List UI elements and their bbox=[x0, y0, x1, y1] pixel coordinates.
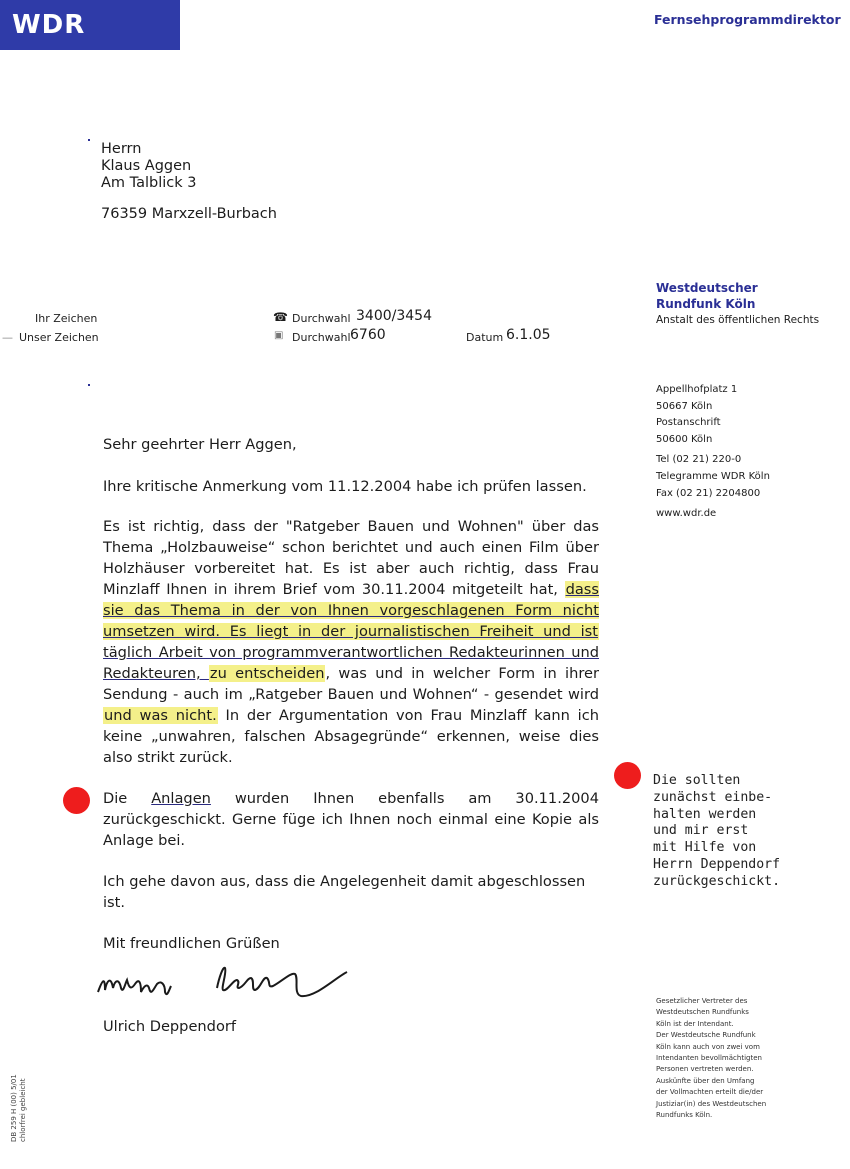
telephone-icon: ☎ bbox=[273, 310, 288, 324]
note-line-6: Herrn Deppendorf bbox=[653, 856, 781, 872]
letter-paragraph-3 bbox=[103, 788, 599, 851]
logo-text: WDR bbox=[12, 10, 86, 40]
recipient-city: 76359 Marxzell-Burbach bbox=[101, 206, 277, 222]
contact-fax: Fax (02 21) 2204800 bbox=[656, 487, 761, 499]
legal-line: Justiziar(in) des Westdeutschen bbox=[656, 1099, 767, 1108]
legal-line: Intendanten bevollmächtigten bbox=[656, 1054, 762, 1063]
wdr-logo bbox=[0, 0, 180, 50]
sender-org bbox=[656, 280, 758, 312]
note-line-5: mit Hilfe von bbox=[653, 840, 757, 856]
p2-segment-a: Es ist richtig, dass der "Ratgeber Bauen und Wohnen" über das Thema „Holzbauweise“ schon berichtet und auch einen Film über Holzhäuser vorbereitet hat. Es ist aber auch richtig, dass Frau Minzlaff Ihnen in ihrem Brief vom 30.11.2004 mitgeteilt hat, bbox=[103, 518, 599, 598]
durchwahl-value-1: 3400/3454 bbox=[356, 308, 432, 324]
contact-postal-label: Postanschrift bbox=[656, 417, 721, 429]
p3-segment-a: Die bbox=[103, 790, 152, 807]
sender-contact bbox=[656, 382, 770, 523]
unser-zeichen-label: Unser Zeichen bbox=[19, 331, 99, 344]
form-code-line1: DB 259 H (00) 5/01 bbox=[10, 1074, 18, 1142]
p2-segment-e: , was und in welcher Form in ihrer Sendung - auch im „Ratgeber Bauen und Wohnen“ - gesendet wird bbox=[103, 665, 599, 703]
recipient-street: Am Talblick 3 bbox=[101, 175, 197, 191]
note-line-2: zunächst einbe- bbox=[653, 789, 773, 805]
ihr-zeichen-label: Ihr Zeichen bbox=[35, 312, 98, 325]
durchwahl-value-2: 6760 bbox=[350, 327, 386, 343]
contact-city: 50667 Köln bbox=[656, 400, 713, 412]
contact-telegram: Telegramme WDR Köln bbox=[656, 470, 770, 482]
sender-org-line2: Rundfunk Köln bbox=[656, 297, 756, 311]
contact-tel: Tel (02 21) 220-0 bbox=[656, 454, 742, 466]
recipient-name: Klaus Aggen bbox=[101, 158, 192, 174]
fax-icon: ▣ bbox=[274, 330, 284, 341]
contact-postal-city: 50600 Köln bbox=[656, 433, 713, 445]
legal-line: Personen vertreten werden. bbox=[656, 1065, 754, 1074]
note-line-1: Die sollten bbox=[653, 773, 741, 788]
legal-line: Köln kann auch von zwei vom bbox=[656, 1042, 760, 1051]
fold-mark-2 bbox=[88, 384, 90, 386]
recipient-address bbox=[101, 141, 197, 192]
contact-web: www.wdr.de bbox=[656, 508, 717, 520]
sender-org-sub: Anstalt des öffentlichen Rechts bbox=[656, 314, 820, 326]
p2-highlight-2: zu entscheiden bbox=[209, 665, 325, 682]
annotation-note bbox=[653, 773, 780, 891]
p2-segment-g: In der Argumentation von Frau Minzlaff kann ich keine „unwahren, falschen Absagegründe“ erkennen, weise dies also strikt zurück. bbox=[103, 707, 599, 766]
durchwahl-label-2: Durchwahl bbox=[292, 331, 351, 344]
letter-paragraph-1: Ihre kritische Anmerkung vom 11.12.2004 habe ich prüfen lassen. bbox=[103, 478, 587, 495]
signature bbox=[95, 958, 355, 1010]
legal-notice bbox=[656, 996, 766, 1121]
p2-segment-c: täglich Arbeit von programmverantwortlichen Redakteurinnen und Redakteuren, bbox=[103, 644, 599, 682]
letter-paragraph-4: Ich gehe davon aus, dass die Angelegenheit damit abgeschlossen ist. bbox=[103, 873, 586, 911]
p2-highlight-3: und was nicht. bbox=[104, 707, 217, 724]
sender-org-line1: Westdeutscher bbox=[656, 281, 758, 295]
form-code-line2: chlorfrei gebleicht bbox=[19, 1078, 27, 1142]
legal-line: Gesetzlicher Vertreter des bbox=[656, 997, 748, 1005]
legal-line: Der Westdeutsche Rundfunk bbox=[656, 1031, 756, 1040]
letter-closing: Mit freundlichen Grüßen bbox=[103, 935, 280, 952]
letter-paragraph-2 bbox=[103, 516, 599, 768]
legal-line: Westdeutschen Rundfunks bbox=[656, 1008, 749, 1017]
form-code bbox=[10, 1074, 28, 1142]
p3-segment-c: wurden Ihnen ebenfalls am 30.11.2004 zurückgeschickt. Gerne füge ich Ihnen noch einmal eine Kopie als Anlage bei. bbox=[103, 790, 599, 849]
p3-anlagen: Anlagen bbox=[151, 790, 211, 807]
legal-line: Auskünfte über den Umfang bbox=[656, 1076, 755, 1085]
legal-line: Rundfunks Köln. bbox=[656, 1111, 713, 1120]
p2-highlight-1: dass sie das Thema in der von Ihnen vorgeschlagenen Form nicht umsetzen wird. Es liegt in der journalistischen Freiheit und ist bbox=[103, 581, 599, 640]
note-line-4: und mir erst bbox=[653, 823, 749, 839]
note-line-7: zurückgeschickt. bbox=[653, 873, 781, 889]
letter-greeting: Sehr geehrter Herr Aggen, bbox=[103, 436, 297, 453]
datum-label: Datum bbox=[466, 331, 504, 344]
red-marker-left bbox=[63, 787, 90, 814]
datum-value: 6.1.05 bbox=[506, 327, 551, 343]
note-line-3: halten werden bbox=[653, 806, 757, 822]
contact-street: Appellhofplatz 1 bbox=[656, 384, 738, 395]
director-title: Fernsehprogrammdirektor bbox=[654, 12, 841, 27]
signer-name: Ulrich Deppendorf bbox=[103, 1018, 237, 1035]
legal-line: Köln ist der Intendant. bbox=[656, 1019, 734, 1028]
recipient-salutation: Herrn bbox=[101, 141, 142, 157]
legal-line: der Vollmachten erteilt die/der bbox=[656, 1088, 764, 1097]
durchwahl-label-1: Durchwahl bbox=[292, 312, 351, 325]
fold-mark bbox=[88, 139, 90, 141]
red-marker-right bbox=[614, 762, 641, 789]
unser-zeichen-dash: — bbox=[2, 331, 13, 344]
